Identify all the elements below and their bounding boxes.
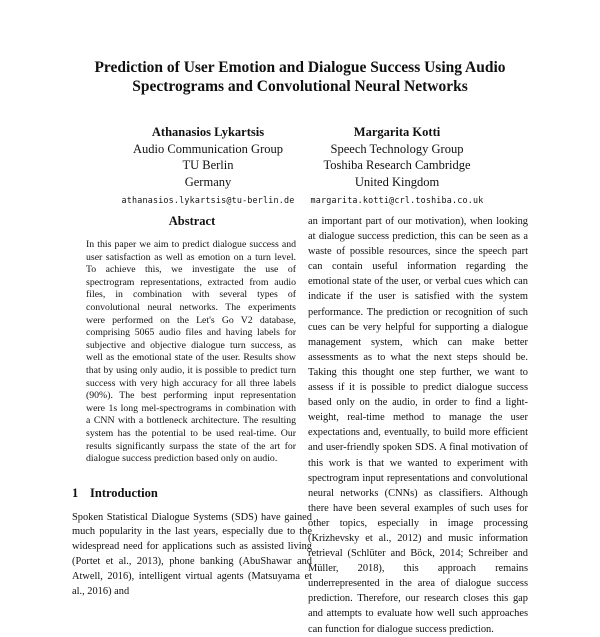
author-email: athanasios.lykartsis@tu-berlin.de — [121, 195, 295, 205]
author-block-2 — [277, 124, 517, 209]
author-affiliation-line: Audio Communication Group — [133, 141, 283, 156]
section-title: Introduction — [90, 485, 158, 500]
left-column — [72, 214, 312, 599]
abstract-text: In this paper we aim to predict dialogue success and user satisfaction as well as emotion on a turn level. To achieve this, we investigate the use of spectrogram representations, extracted from audio files, in combination with several types of convolutional neural networks. The experiments were performed on the Let's Go V2 database, comprising 5065 audio files and having labels for subjective and objective dialogue turn success, as well as the emotional state of the user. Results show that by using only audio, it is possible to predict turn success with very high accuracy for all three labels (90%). The best performing input representation were 1s long mel-spectrograms in combination with a CNN with a bottleneck architecture. The resulting system has the potential to be used real-time. Our results significantly surpass the state of the art for dialogue success prediction based only on audio. — [86, 239, 296, 465]
author-email: margarita.kotti@crl.toshiba.co.uk — [310, 195, 484, 205]
paper-title: Prediction of User Emotion and Dialogue Success Using Audio Spectrograms and Convolutional Neural Networks — [94, 59, 506, 95]
abstract-heading: Abstract — [168, 214, 216, 228]
introduction-paragraph-left: Spoken Statistical Dialogue Systems (SDS) have gained much popularity in the last years, especially due to the widespread need for applications such as assisted living (Portet et al., 2013), phone banking (AbuShawar and Atwell, 2016), intelligent virtual agents (Matsuyama et al., 2016) and — [72, 511, 312, 597]
section-heading-introduction — [72, 486, 312, 501]
author-affiliation-line: Speech Technology Group — [330, 141, 464, 156]
section-number: 1 — [72, 485, 79, 500]
author-name: Athanasios Lykartsis — [151, 125, 265, 139]
right-column — [308, 214, 528, 637]
author-name: Margarita Kotti — [353, 125, 441, 139]
author-affiliation-line: Toshiba Research Cambridge — [323, 158, 471, 172]
introduction-paragraph-right: an important part of our motivation), when looking at dialogue success prediction, this can be seen as a waste of possible resources, since the speech part can contain useful information regarding the emotional state of the user, or verbal cues which can indicate if the user is satisfied with the system performance. The prediction or recognition of such cues can be very helpful for supporting a dialogue management system, which can make better assessments as to what the next steps should be. Taking this thought one step further, we want to assess if it is possible to predict dialogue success based only on the audio, in order to find a light-weight, real-time method to manage the user expectations and, eventually, to build more efficient and user-friendly spoken SDS. A final motivation of this work is that we wanted to experiment with spectrogram input representations and convolutional neural networks (CNNs) as classifiers. Although there have been several examples of such uses for other topics, especially in image processing (Krizhevsky et al., 2012) and music information retrieval (Schlüter and Böck, 2014; Schreiber and Müller, 2018), this approach remains underrepresented in the area of dialogue success prediction. Therefore, our research closes this gap and attempts to evaluate how well such approaches can function for dialogue success prediction. — [308, 216, 528, 635]
author-affiliation-line: United Kingdom — [354, 174, 440, 189]
author-affiliation-line: Germany — [184, 174, 232, 189]
author-affiliation-line: TU Berlin — [182, 158, 234, 172]
